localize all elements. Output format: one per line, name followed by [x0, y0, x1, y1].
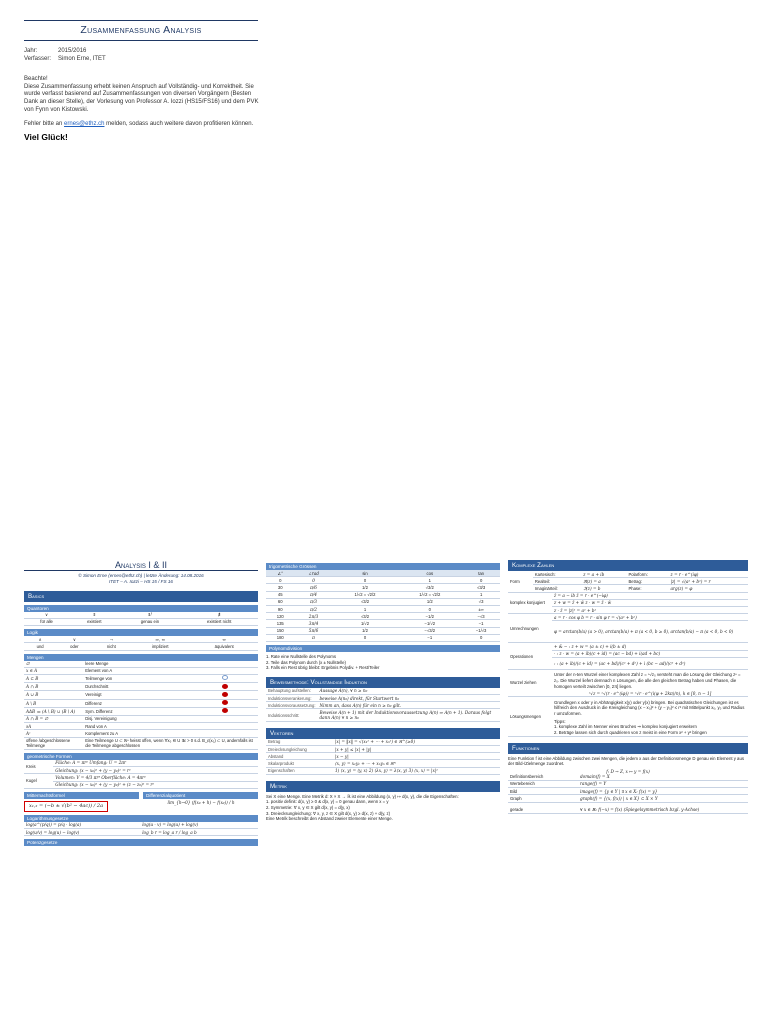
vektoren-table: Betrag |x| = ‖x‖ = √(x₁² + ⋯ + xₙ²) ∈ ℝ^(≥0) Dreiecksungleichung |x + y| ≤ |x| + |y| Abstand |x − y| Skalarprodukt ⟨x, y⟩ = x₁y₁ + ⋯ + xₙyₙ ∈ ℝᴺ Eigenschaften 1) ⟨x, y⟩ = ⟨y, x⟩ 2) ⟨λx, y⟩ = λ⟨x, y⟩ 3) ⟨x, x⟩ = |x|² — [266, 739, 500, 775]
funktionen-intro: Eine Funktion f ist eine Abbildung zwischen zwei Mengen, die jedem x aus der Definitionsmenge D genau ein Element y aus der Bild-/Zielmenge zuordnet. — [508, 755, 744, 767]
table-row: Graph graph(f) = {(x, f(x)) | x ∈ X} ⊂ X × Y — [508, 795, 748, 802]
table-row: 180 π 0 −1 0 — [266, 634, 500, 641]
diffq-heading: Differenzialquotient — [143, 792, 258, 799]
table-row: Definitionsbereich domain(f) = X — [508, 774, 748, 781]
mengen-row: A ∩ B Durchschnitt — [24, 683, 258, 691]
venn-intersection-icon — [222, 684, 228, 689]
subsection-polydiv: Polynomdivision — [266, 645, 500, 652]
notice-block — [24, 76, 259, 115]
subsection-trig: trigometrische Grössen — [266, 563, 500, 570]
error-report: Fehler bitte an ernes@ethz.ch melden, sodass auch weitere davon profitieren können. — [24, 120, 254, 127]
subsection-mengen: Mengen — [24, 654, 258, 661]
metrik-text: Sei X eine Menge. Eine Metrik d: X × X → ℝ ist eine Abbildung (x, y) ↦ d(x, y), die die Eigenschaften: 1. positiv definit: d(x, y) ≥ 0 & d(x, y) = 0 genau dann, wenn x = y 2. Symmetrie: ∀ x, y ∈ X gilt d(x, y) = d(y, x) 3. Dreiecksungleichung: ∀ x, y, z ∈ X gilt d(x, y) ≥ d(x, z) + d(y, z) Eine Metrik beschreibt den Abstand zweier Elemente einer Menge. — [266, 793, 459, 822]
funktionen-table — [508, 774, 748, 803]
sheet-subtitle: © Simon Erne (ernes@ethz.ch) | letzte Änderung: 14.08.2016 ITET – A. Iozzi – HS 15 / FS 16 — [78, 572, 204, 584]
email-link[interactable]: ernes@ethz.ch — [64, 120, 105, 127]
mengen-row: ∂A Rand von A — [24, 723, 258, 730]
mengen-row: A ⊂ B Teilmenge von — [24, 674, 258, 682]
mengen-table — [24, 661, 258, 750]
column-1 — [24, 560, 258, 846]
quantoren-table: ∨ ∃ ∃! ∄ für alle existiert genau ein existiert nicht — [24, 612, 258, 626]
mengen-row: A ∪ B Vereinigt — [24, 691, 258, 699]
formula-sheet-page — [0, 550, 768, 1024]
mitternacht-heading: Mitternachtsformel — [24, 792, 139, 799]
komplex-loesung-table: Lösungsmengen Grundlegen x oder y in Abhängigkeit x(y) oder y(x) bringen. Bei quadratischen Gleichungen ist es hilfreich den Ausdruck in die Kreisgleichung (x − x₀)² + (y − y₀)² ≤ r² mit Mittelpunkt x₀, y₀ und Radius r umzuformen. Tipps: 1. komplexe Zahl im Nenner eines Bruches ⇒ komplex konjugiert erweitern 2. Beträge lassen sich durch quadrieren von z meist in eine Form x² + y² bringen — [508, 697, 748, 737]
mengen-row: A ∩ B = ∅ Disj. Vereinigung — [24, 715, 258, 722]
section-funktionen: Funktionen — [508, 743, 748, 754]
mengen-row: offene /abgeschlossene Teilmenge Eine Teilmenge U ⊂ ℝⁿ heisst offen, wenn ∀x₀ ∈ U ∃ε > 0 s.d. B_ε(x₀) ⊂ U, andernfalls ist die Teilmenge abgeschlossen — [24, 737, 258, 749]
intro-block — [24, 76, 259, 142]
subsection-logarithmus: Logarithmusgesetze — [24, 815, 258, 822]
mengen-row: A \ B Differenz — [24, 699, 258, 707]
venn-union-icon — [222, 692, 228, 697]
table-row: Wertebereich range(f) = Y — [508, 780, 748, 787]
venn-difference-icon — [222, 700, 228, 705]
table-row: 120 2π/3 √3/2 −1/2 −√3 — [266, 613, 500, 620]
induktion-table: Behauptung aufstellen: Aussage A(n), ∀ n ≥ n₀ Induktionsverankerung: beweise A(n₀) direkt, für Startwert n₀ Induktionsvoraussetzung: Nimm an, dass A(n) für ein n ≥ n₀ gilt. Induktionsschritt: Beweise A(n + 1) mit der Induktionsvoraussetzung A(n) ⇒ A(n + 1). Daraus folgt dann A(n) ∀ n ≥ n₀ — [266, 688, 500, 722]
column-2 — [266, 560, 500, 822]
mengen-row: Aᶜ Komplement zu A — [24, 730, 258, 737]
komplex-op-table: Operationen + & − : z + w = (a ± c) + i(b ± d) · : z · w = (a + ib)(c + id) = (ac − bd) + i(ad + bc) : : (a + ib)/(c + id) = (ac + bd)/(c² + d²) + i (bc − ad)/(c² + d²) — [508, 643, 748, 669]
table-row: Bild image(f) = {y ∈ Y | ∃ x ∈ X: f(x) = y} — [508, 788, 748, 795]
closing-text: Viel Glück! — [24, 132, 68, 143]
column-3 — [508, 560, 748, 814]
cover-title-block — [24, 20, 258, 41]
komplex-wurzel-table: Wurzel ziehen Unter der n-ten Wurzel einer komplexen Zahl z = ⁿ√z₀ versteht man die Lösung der Gleichung zⁿ = z₀. Die Wurzel liefert demnach n Lösungen, die alle den gleichen Betrag haben und Phasen, die homogen verteilt zwischen [0, 2π] liegen. ⁿ√z = ⁿ√(r · e^(iφ)) = ⁿ√r · e^(i(φ + 2kπ)/n), k ∈ [0, n − 1] — [508, 670, 748, 697]
subsection-potenzgesetze: Potenzgesetze — [24, 839, 258, 846]
subsection-mitternacht-diffq — [24, 792, 258, 799]
geo-table: Kreis Fläche: A = πr² Umfang: U = 2πr Gleichung: (x − x₀)² + (y − y₀)² = r² Kugel Volumen: V = 4/3 πr³ Oberfläche: A = 4πr² Gleichung: (x − x₀)² + (y − y₀)² + (z − z₀)² = r² — [24, 760, 258, 789]
section-basics: Basics — [24, 591, 258, 602]
table-row: 60 π/3 √3/2 1/2 √3 — [266, 598, 500, 605]
section-komplexe-zahlen: Komplexe Zahlen — [508, 560, 748, 571]
polydiv-steps: 1. Rate eine Nullstelle des Polynoms 2. Teile das Polynom durch (x ± Nullstelle) 3. Falls ein Rest übrig bleibt: Ergebnis Polydiv. + Rest/Teiler — [266, 654, 380, 671]
table-row: 135 3π/4 1/√2 −1/√2 −1 — [266, 620, 500, 627]
subsection-geometrische-formen: geometrische Formen — [24, 753, 258, 760]
table-row: 150 5π/6 1/2 −√3/2 −1/√3 — [266, 627, 500, 634]
mengen-row: x ∈ A Element von A — [24, 667, 258, 674]
meta-year: Jahr: 2015/2016 — [24, 48, 87, 54]
trig-table: ∠° ∠rad sin cos tan 0 0 0 1 0 30 π/6 1/2 √3/2 √3/3 45 π/4 1/√2 = √2/2 1/√2 = √2/2 1 60 π/3 √3/2 1/2 √3 90 π/2 1 0 ±∞ 120 2π/3 √3/2 −1/2 −√3 135 3π/4 1/√2 −1/√2 −1 150 5π/6 1/2 −√3/2 −1/√3 180 π 0 −1 0 — [266, 570, 500, 642]
table-row: 0 0 0 1 0 — [266, 577, 500, 584]
section-metrik: Metrik — [266, 781, 500, 792]
mengen-row: ∅ leere Menge — [24, 661, 258, 668]
logik-table: ∧ ∨ ¬ ⇒, ⇐ ⇔ und oder nicht impliziert äquivalent — [24, 636, 258, 650]
table-row: 45 π/4 1/√2 = √2/2 1/√2 = √2/2 1 — [266, 591, 500, 598]
notice-text: Diese Zusammenfassung erhebt keinen Anspruch auf Vollständig- und Korrektheit. Sie wurde verfasst basierend auf Zusammenfassungen von diversen Vorgängern (Besten Dank an dieser Stelle), der Vorlesung von Professor A. Iozzi (HS15/FS16) und dem PVK von Fynn von Kistowski. — [24, 83, 259, 113]
venn-symdiff-icon — [222, 708, 228, 713]
komplex-form-table: Form Kartesisch: z = a + ib Polarform: z = r · e^(iφ) Realteil: ℜ(z) = a Betrag: |z| = √(a² + b²) = r Imaginärteil: ℑ(z) = b Phase: arg(z) = φ — [508, 571, 748, 593]
komplex-umr-table: Umrechnungen a = r · cos φ b = r · sin φ r = √(a² + b²) φ = arctan(b/a) (a > 0), arctan(b/a) + π (a < 0, b ≥ 0), arctan(b/a) − π (a < 0, b < 0) — [508, 614, 748, 643]
wurzel-formula: ⁿ√z = ⁿ√(r · e^(iφ)) = ⁿ√r · e^(i(φ + 2kπ)/n), k ∈ [0, n − 1] — [588, 690, 712, 696]
log-table: log(a^(p/q)) = p/q · log(a) log(u · v) = log(u) + log(v) log(u/v) = log(u) − log(v) log_b r = log_a r / log_a b — [24, 822, 258, 836]
mitternacht-diffq-row — [24, 799, 258, 812]
meta-block — [24, 47, 106, 63]
document-title: Zusammenfassung Analysis — [80, 24, 202, 36]
meta-author: Verfasser: Simon Erne, ITET — [24, 56, 106, 62]
mitternacht-formula: x₁,₂ = (−b ± √(b² − 4ac)) / 2a — [24, 801, 108, 812]
diffq-formula: lim_{h→0} (f(x₀ + h) − f(x₀)) / h — [167, 800, 235, 806]
subsection-quantoren: Quantoren — [24, 605, 258, 612]
section-induktion: Beweismethode: Vollständige Induktion — [266, 677, 500, 688]
table-row: 30 π/6 1/2 √3/2 √3/3 — [266, 584, 500, 591]
notice-heading: Beachte! — [24, 76, 48, 82]
title-rule-bottom — [24, 40, 258, 41]
subsection-logik: Logik — [24, 629, 258, 636]
komplex-konj-table: komplex konjugiert z̄ = a − ib z̄ = r · e^(−iφ) z + w = z̄ + w̄ z · w = z̄ · w̄ z · z̄ = |z|² = a² + b² — [508, 593, 748, 615]
table-row: 90 π/2 1 0 ±∞ — [266, 606, 500, 613]
sheet-title: Analysis I & II — [24, 563, 258, 571]
funktionen-formula: f: D → Z, x ↦ y = f(x) — [606, 768, 650, 774]
section-vektoren: Vektoren — [266, 728, 500, 739]
venn-subset-icon — [222, 675, 228, 680]
mengen-row: AΔB ≔ (A \ B) ∪ (B \ A) Sym. Differenz — [24, 707, 258, 715]
funktionen-gerade-table: gerade ∀ x ∈ ℝ: f(−x) = f(x) (Spiegelsymmetrisch bzgl. y-Achse) — [508, 807, 748, 814]
